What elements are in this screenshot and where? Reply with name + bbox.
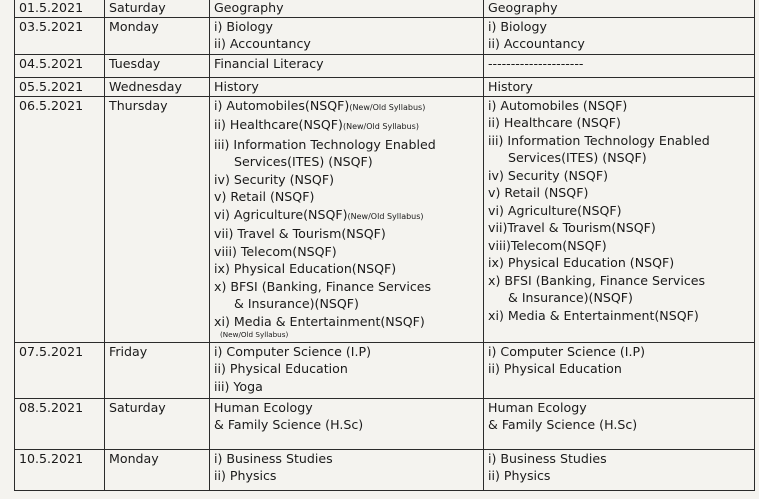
subjects-cell-1 bbox=[210, 17, 484, 54]
subject-line: Geography bbox=[214, 0, 284, 15]
subject-line: vi) Agriculture(NSQF)(New/Old Syllabus) bbox=[214, 206, 424, 222]
subject-line: x) BFSI (Banking, Finance Services bbox=[488, 272, 706, 288]
subject-line: iii) Yoga bbox=[214, 378, 263, 394]
dash-placeholder: --------------------- bbox=[488, 55, 584, 71]
subject-line: & Insurance)(NSQF) bbox=[234, 296, 359, 311]
subject-line: vii)Travel & Tourism(NSQF) bbox=[488, 220, 656, 235]
subjects-cell-2 bbox=[484, 342, 755, 398]
syllabus-note: (New/Old Syllabus) bbox=[347, 211, 424, 221]
date-cell: 04.5.2021 bbox=[15, 54, 105, 77]
table-row bbox=[15, 342, 755, 398]
subject-line: Financial Literacy bbox=[214, 55, 324, 71]
day-cell: Friday bbox=[105, 342, 210, 398]
subject-line: i) Computer Science (I.P) bbox=[214, 343, 371, 359]
syllabus-note: (New/Old Syllabus) bbox=[349, 102, 426, 112]
subject-line: ix) Physical Education(NSQF) bbox=[214, 261, 397, 276]
subject-line: i) Automobiles (NSQF) bbox=[488, 97, 628, 113]
subject-line: ix) Physical Education (NSQF) bbox=[488, 255, 675, 270]
exam-schedule-table bbox=[14, 0, 755, 491]
subject-line: i) Biology bbox=[214, 18, 273, 34]
date-cell: 03.5.2021 bbox=[15, 17, 105, 54]
subjects-cell-1 bbox=[210, 398, 484, 449]
date-cell: 05.5.2021 bbox=[15, 77, 105, 96]
subjects-cell-2 bbox=[484, 54, 755, 77]
date-cell: 01.5.2021 bbox=[15, 0, 105, 17]
syllabus-note: (New/Old Syllabus) bbox=[342, 122, 419, 131]
subjects-cell-1 bbox=[210, 342, 484, 398]
day-cell: Saturday bbox=[105, 0, 210, 17]
subject-line: xi) Media & Entertainment(NSQF) bbox=[214, 313, 425, 329]
subject-line: ii) Healthcare(NSQF)(New/Old Syllabus) bbox=[214, 117, 419, 132]
day-cell: Monday bbox=[105, 17, 210, 54]
table-row bbox=[15, 17, 755, 54]
subject-line: viii) Telecom(NSQF) bbox=[214, 243, 337, 259]
subject-line: ii) Physics bbox=[214, 468, 277, 483]
subject-line: iii) Information Technology Enabled bbox=[488, 132, 710, 148]
subjects-cell-2 bbox=[484, 96, 755, 342]
subjects-cell-2 bbox=[484, 17, 755, 54]
subject-line: vii) Travel & Tourism(NSQF) bbox=[214, 226, 386, 241]
date-cell: 10.5.2021 bbox=[15, 449, 105, 490]
table-row bbox=[15, 398, 755, 449]
subject-line: x) BFSI (Banking, Finance Services bbox=[214, 278, 432, 294]
subject-line: & Family Science (H.Sc) bbox=[214, 417, 364, 432]
day-cell: Thursday bbox=[105, 96, 210, 342]
subject-line: i) Business Studies bbox=[214, 450, 333, 466]
day-cell: Monday bbox=[105, 449, 210, 490]
date-cell: 08.5.2021 bbox=[15, 398, 105, 449]
subject-line: viii)Telecom(NSQF) bbox=[488, 237, 607, 253]
subjects-cell-2 bbox=[484, 449, 755, 490]
day-cell: Saturday bbox=[105, 398, 210, 449]
day-cell: Tuesday bbox=[105, 54, 210, 77]
subject-line: & Family Science (H.Sc) bbox=[488, 417, 638, 432]
subjects-cell-1 bbox=[210, 0, 484, 17]
subject-line: Geography bbox=[488, 0, 558, 15]
subject-line: iii) Information Technology Enabled bbox=[214, 136, 436, 152]
subject-line: ii) Physics bbox=[488, 468, 551, 483]
table-row bbox=[15, 0, 755, 17]
subject-line: iv) Security (NSQF) bbox=[214, 171, 334, 187]
subject-line: Human Ecology bbox=[488, 399, 587, 415]
subjects-cell-2 bbox=[484, 398, 755, 449]
subject-line: vi) Agriculture(NSQF) bbox=[488, 202, 622, 218]
subject-line: ii) Accountancy bbox=[214, 36, 311, 51]
subject-line: Services(ITES) (NSQF) bbox=[234, 154, 373, 169]
subject-line: & Insurance)(NSQF) bbox=[508, 290, 633, 305]
subject-line: Services(ITES) (NSQF) bbox=[508, 150, 647, 165]
subject-line: v) Retail (NSQF) bbox=[214, 189, 315, 204]
subjects-cell-1 bbox=[210, 96, 484, 342]
table-row bbox=[15, 96, 755, 342]
table-row bbox=[15, 449, 755, 490]
date-cell: 07.5.2021 bbox=[15, 342, 105, 398]
subjects-cell-1 bbox=[210, 449, 484, 490]
table-row bbox=[15, 54, 755, 77]
subject-line: i) Business Studies bbox=[488, 450, 607, 466]
subject-line: ii) Physical Education bbox=[214, 361, 348, 376]
subject-line: xi) Media & Entertainment(NSQF) bbox=[488, 307, 699, 323]
subject-line: ii) Physical Education bbox=[488, 361, 622, 376]
subjects-cell-2 bbox=[484, 0, 755, 17]
subject-line: History bbox=[488, 78, 533, 94]
subject-line: ii) Healthcare (NSQF) bbox=[488, 115, 621, 130]
table-row bbox=[15, 77, 755, 96]
subject-line: History bbox=[214, 78, 259, 94]
date-cell: 06.5.2021 bbox=[15, 96, 105, 342]
subject-line: Human Ecology bbox=[214, 399, 313, 415]
subject-line: v) Retail (NSQF) bbox=[488, 185, 589, 200]
subjects-cell-1 bbox=[210, 77, 484, 96]
subject-line: ii) Accountancy bbox=[488, 36, 585, 51]
subject-line: i) Computer Science (I.P) bbox=[488, 343, 645, 359]
subjects-cell-2 bbox=[484, 77, 755, 96]
subject-line: iv) Security (NSQF) bbox=[488, 167, 608, 183]
subject-line: i) Biology bbox=[488, 18, 547, 34]
subjects-cell-1 bbox=[210, 54, 484, 77]
subject-line: i) Automobiles(NSQF)(New/Old Syllabus) bbox=[214, 97, 426, 113]
day-cell: Wednesday bbox=[105, 77, 210, 96]
syllabus-note: (New/Old Syllabus) bbox=[220, 330, 289, 339]
